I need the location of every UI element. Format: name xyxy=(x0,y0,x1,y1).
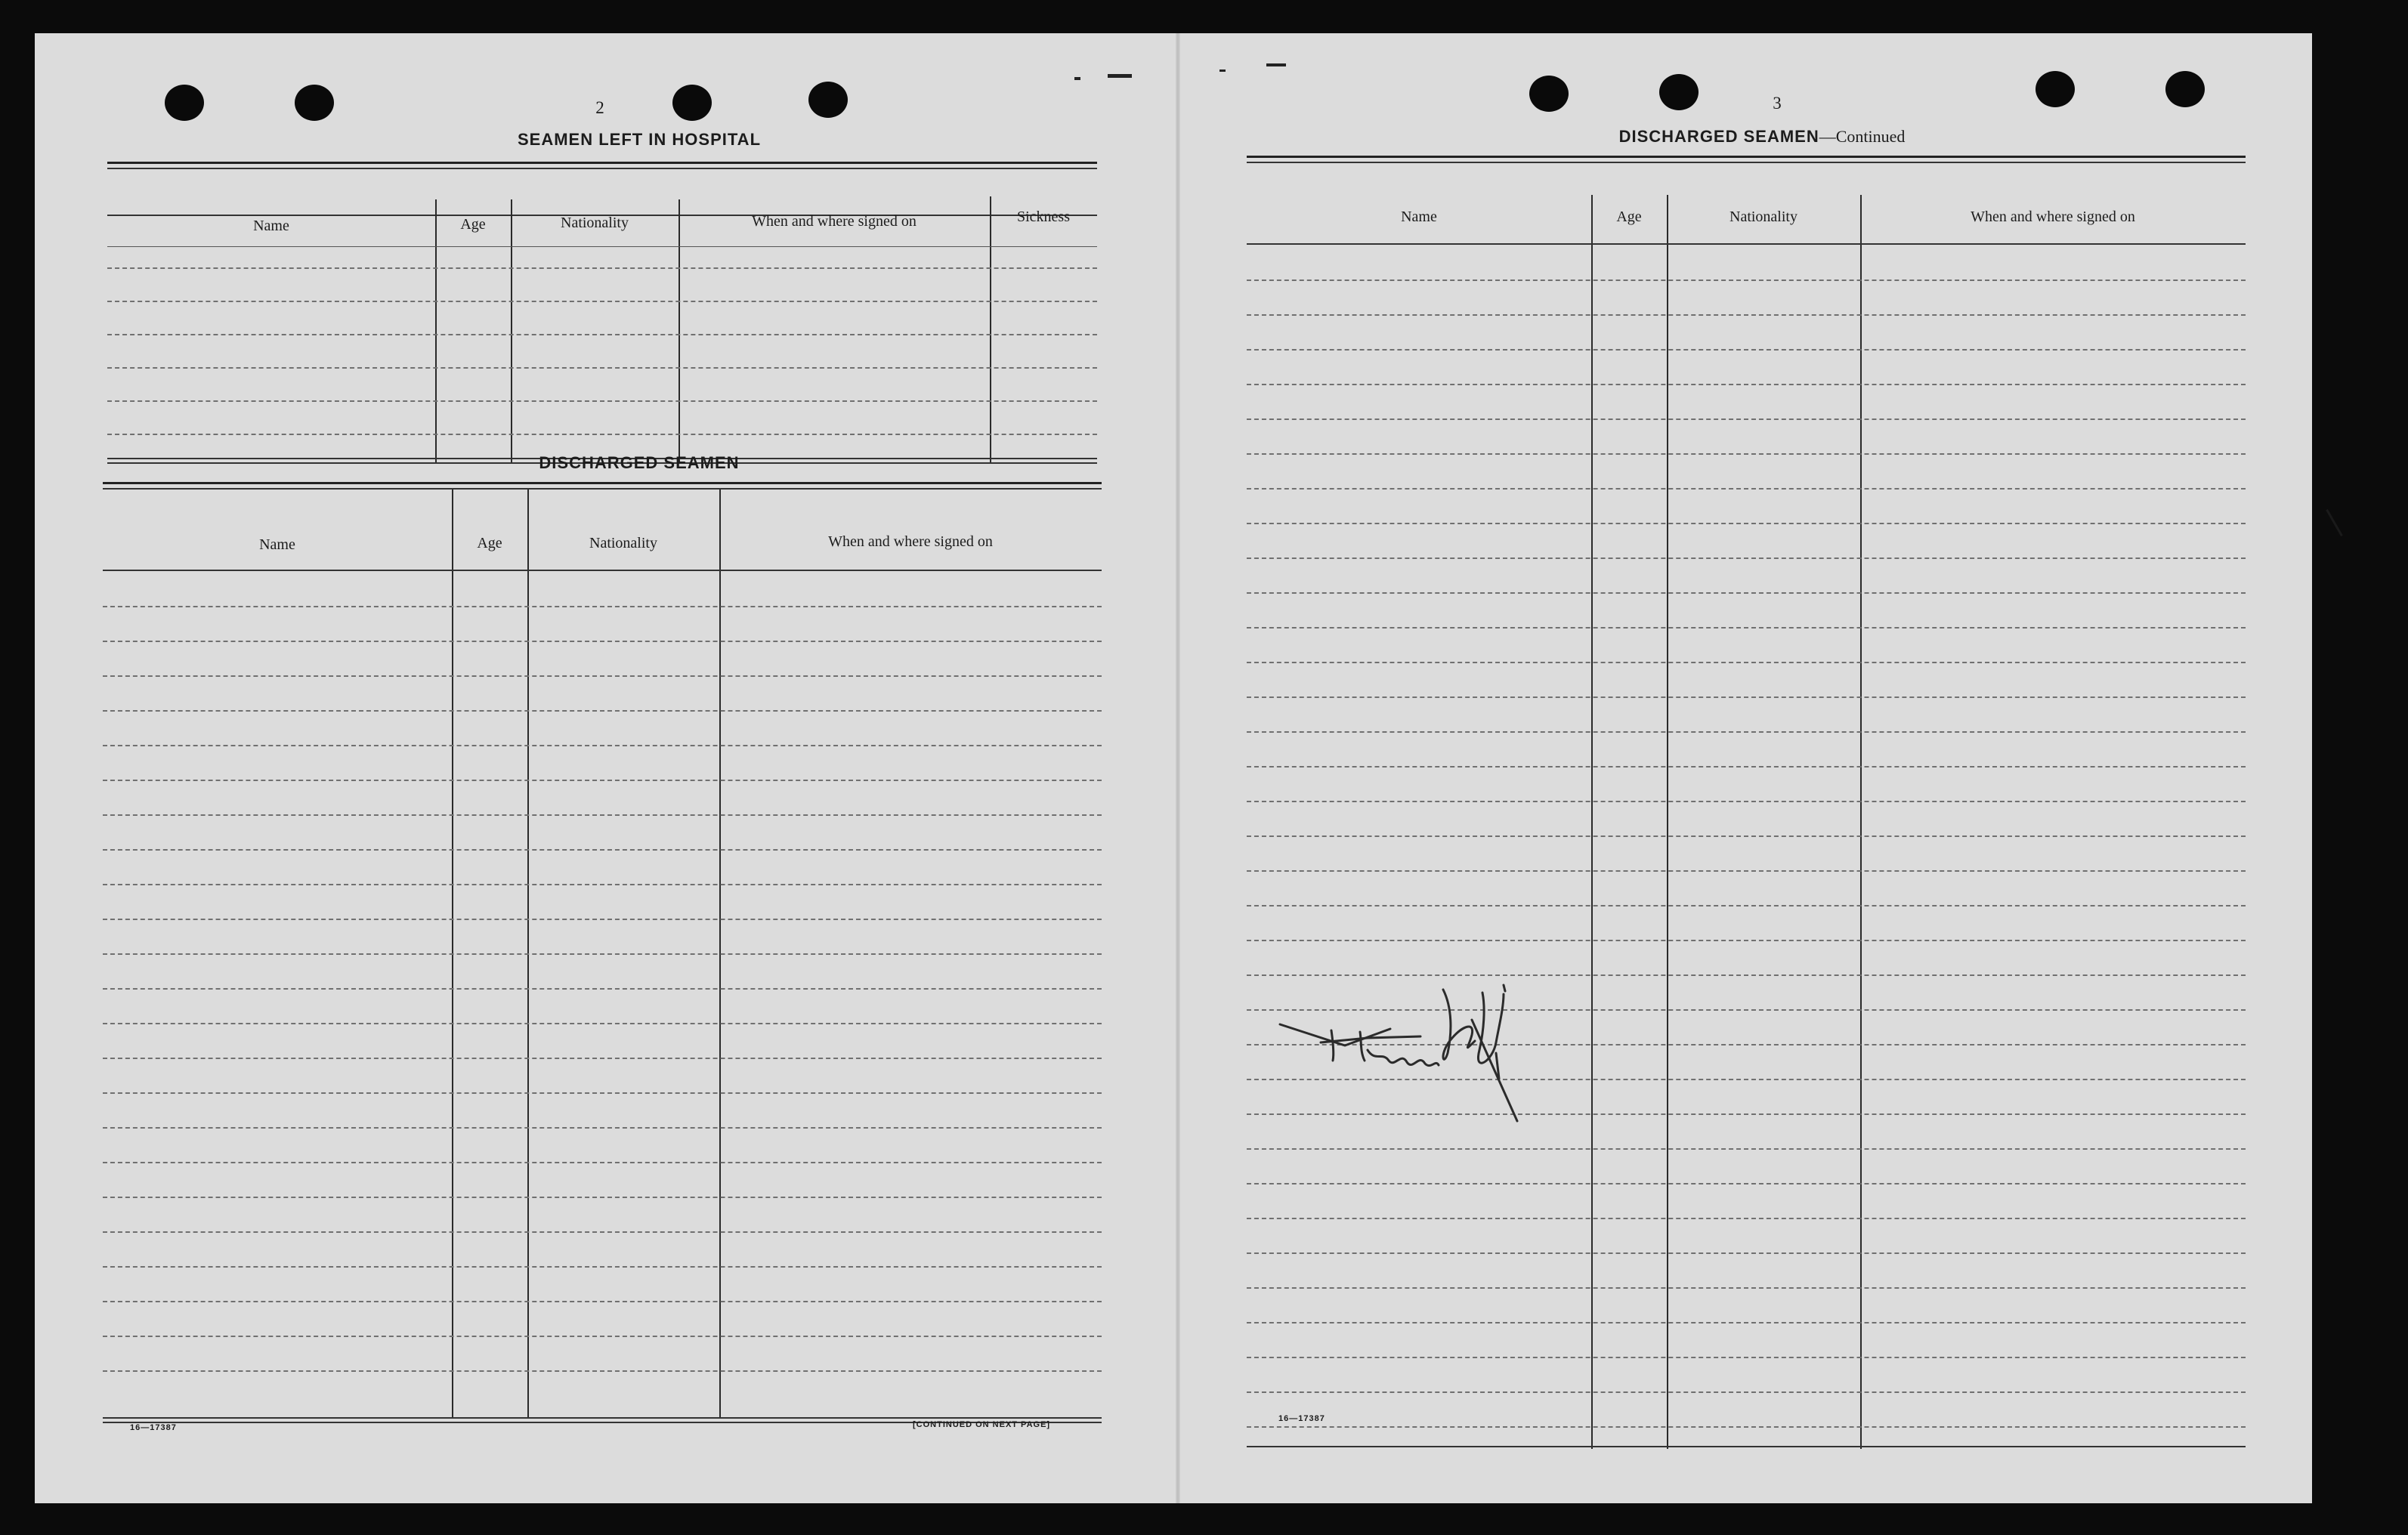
column-divider xyxy=(1591,195,1593,1449)
table-row xyxy=(1247,940,2246,941)
column-header-age: Age xyxy=(477,535,502,551)
table-row xyxy=(1247,418,2246,420)
column-header-signed-on: When and where signed on xyxy=(828,533,993,550)
section-title-main: DISCHARGED SEAMEN xyxy=(1618,127,1819,146)
table-row xyxy=(1247,1287,2246,1289)
discharged-continued-title xyxy=(1422,127,2102,147)
table-top-rule xyxy=(107,168,1097,169)
table-row xyxy=(1247,523,2246,524)
table-row xyxy=(1247,1426,2246,1428)
table-row xyxy=(1247,627,2246,629)
hospital-section-title: SEAMEN LEFT IN HOSPITAL xyxy=(517,130,762,149)
table-row xyxy=(1247,905,2246,906)
table-row xyxy=(103,606,1102,607)
table-row xyxy=(103,1092,1102,1094)
form-number: 16—17387 xyxy=(130,1423,177,1432)
table-row xyxy=(103,1301,1102,1302)
column-header-nationality: Nationality xyxy=(1729,208,1797,225)
table-row xyxy=(1247,870,2246,872)
table-row xyxy=(1247,801,2246,802)
table-top-rule xyxy=(103,488,1102,490)
discharged-continued-table xyxy=(1247,153,2246,1452)
table-top-rule xyxy=(1247,156,2246,158)
table-row xyxy=(103,1336,1102,1337)
table-row xyxy=(1247,349,2246,351)
table-row xyxy=(103,1023,1102,1024)
column-divider xyxy=(435,199,437,464)
table-row xyxy=(1247,453,2246,455)
column-header-signed-on: When and where signed on xyxy=(1971,208,2135,225)
table-row xyxy=(107,334,1097,335)
table-row xyxy=(107,434,1097,435)
table-row xyxy=(1247,766,2246,768)
column-header-nationality: Nationality xyxy=(561,215,629,231)
header-bottom-rule xyxy=(1247,243,2246,245)
discharged-section-title: DISCHARGED SEAMEN xyxy=(539,453,740,472)
table-row xyxy=(1247,384,2246,385)
table-row xyxy=(1247,1148,2246,1150)
right-page xyxy=(1180,33,2312,1503)
table-row xyxy=(103,849,1102,851)
table-row xyxy=(103,1162,1102,1163)
continued-note: [CONTINUED ON NEXT PAGE] xyxy=(913,1420,1051,1429)
table-row xyxy=(1247,488,2246,490)
table-row xyxy=(103,641,1102,642)
column-divider xyxy=(679,199,680,464)
table-row xyxy=(1247,1391,2246,1393)
table-row xyxy=(1247,592,2246,594)
table-row xyxy=(1247,835,2246,837)
column-divider xyxy=(1667,195,1668,1449)
section-title-suffix: —Continued xyxy=(1819,127,1906,146)
table-row xyxy=(103,1127,1102,1129)
table-top-rule xyxy=(107,162,1097,164)
table-row xyxy=(107,301,1097,302)
table-row xyxy=(103,1058,1102,1059)
table-row xyxy=(107,267,1097,269)
table-row xyxy=(103,710,1102,712)
hospital-table xyxy=(107,157,1097,467)
column-header-sickness: Sickness xyxy=(1017,208,1070,225)
column-header-age: Age xyxy=(1616,208,1642,225)
table-row xyxy=(1247,1357,2246,1358)
table-row xyxy=(103,1197,1102,1198)
table-row xyxy=(103,988,1102,990)
table-row xyxy=(103,1370,1102,1372)
table-row xyxy=(1247,1218,2246,1219)
table-top-rule xyxy=(103,482,1102,484)
column-header-signed-on: When and where signed on xyxy=(752,213,917,230)
column-header-name: Name xyxy=(253,218,289,234)
table-row xyxy=(1247,314,2246,316)
table-row xyxy=(103,745,1102,746)
discharged-table xyxy=(103,479,1102,1461)
table-row xyxy=(103,1266,1102,1268)
form-number: 16—17387 xyxy=(1278,1414,1325,1423)
table-row xyxy=(1247,1322,2246,1323)
page-number: 3 xyxy=(1773,94,1782,113)
column-header-nationality: Nationality xyxy=(589,535,657,551)
column-header-name: Name xyxy=(259,536,295,553)
table-row xyxy=(103,675,1102,677)
header-bottom-rule xyxy=(107,246,1097,247)
header-bottom-rule xyxy=(103,570,1102,571)
table-row xyxy=(107,400,1097,402)
table-bottom-rule xyxy=(103,1417,1102,1419)
table-row xyxy=(1247,662,2246,663)
table-row xyxy=(1247,1183,2246,1184)
table-row xyxy=(103,953,1102,955)
left-page xyxy=(35,33,1176,1503)
table-row xyxy=(103,780,1102,781)
form-sheet xyxy=(35,33,2312,1503)
column-header-age: Age xyxy=(460,216,486,233)
table-row xyxy=(1247,557,2246,559)
handwritten-signature xyxy=(1277,947,1534,1144)
table-top-rule xyxy=(1247,162,2246,163)
table-row xyxy=(103,919,1102,920)
table-row xyxy=(1247,731,2246,733)
table-bottom-rule xyxy=(1247,1446,2246,1447)
column-divider xyxy=(1860,195,1862,1449)
page-number: 2 xyxy=(595,98,604,117)
table-row xyxy=(1247,280,2246,281)
column-header-name: Name xyxy=(1401,208,1437,225)
table-row xyxy=(1247,696,2246,698)
table-row xyxy=(103,814,1102,816)
ink-speck xyxy=(2326,509,2343,536)
table-row xyxy=(107,367,1097,369)
column-divider xyxy=(511,199,512,464)
column-divider xyxy=(990,196,991,464)
table-row xyxy=(1247,1252,2246,1254)
table-row xyxy=(103,1231,1102,1233)
table-row xyxy=(103,884,1102,885)
